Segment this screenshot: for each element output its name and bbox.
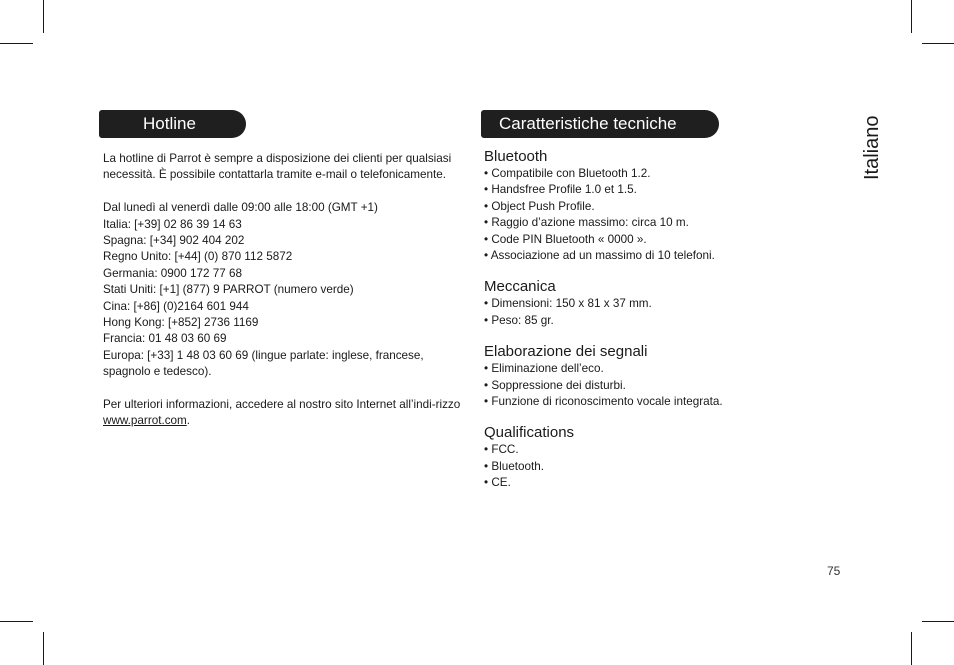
spec-group-title: Bluetooth — [484, 148, 548, 165]
crop-mark — [922, 43, 954, 44]
hotline-number: Italia: [+39] 02 86 39 14 63 — [103, 217, 242, 231]
hotline-number: Cina: [+86] (0)2164 601 944 — [103, 299, 249, 313]
hotline-hours: Dal lunedì al venerdì dalle 09:00 alle 18:00 (GMT +1) — [103, 201, 378, 215]
spec-group-qualifications — [484, 424, 784, 491]
specs-header: Caratteristiche tecniche — [481, 110, 719, 138]
crop-mark — [911, 632, 912, 665]
hotline-body — [103, 151, 463, 430]
spec-item: • Handsfree Profile 1.0 et 1.5. — [484, 183, 637, 197]
specs-list — [484, 148, 784, 506]
spec-item: • Raggio d’azione massimo: circa 10 m. — [484, 216, 689, 230]
spec-item: • Dimensioni: 150 x 81 x 37 mm. — [484, 297, 652, 311]
hotline-number: Francia: 01 48 03 60 69 — [103, 332, 227, 346]
language-side-label: Italiano — [861, 115, 883, 180]
spec-group-title: Meccanica — [484, 278, 556, 296]
hotline-intro: La hotline di Parrot è sempre a disposizione dei clienti per qualsiasi necessità. È possibile contattarla tramite e-mail o telefonicamente. — [103, 152, 452, 182]
website-link[interactable]: www.parrot.com — [103, 414, 187, 428]
more-info-paragraph — [103, 397, 463, 430]
spec-item: • Code PIN Bluetooth « 0000 ». — [484, 232, 647, 246]
spec-item: • Eliminazione dell’eco. — [484, 362, 604, 376]
spec-item: • Funzione di riconoscimento vocale integrata. — [484, 395, 723, 409]
spec-group-title: Elaborazione dei segnali — [484, 343, 648, 361]
spec-item: • Soppressione dei disturbi. — [484, 378, 626, 392]
hotline-number: Regno Unito: [+44] (0) 870 112 5872 — [103, 250, 293, 264]
hotline-number: Spagna: [+34] 902 404 202 — [103, 234, 245, 248]
spec-group-bluetooth — [484, 148, 784, 264]
hotline-number: Europa: [+33] 1 48 03 60 69 (lingue parlate: inglese, francese, spagnolo e tedesco). — [103, 348, 424, 379]
more-info-text: Per ulteriori informazioni, accedere al nostro sito Internet all’indi-rizzo — [103, 398, 461, 412]
hotline-number: Hong Kong: [+852] 2736 1169 — [103, 316, 259, 330]
crop-mark — [0, 621, 33, 622]
hotline-header: Hotline — [99, 110, 246, 138]
hotline-number: Germania: 0900 172 77 68 — [103, 266, 243, 280]
spec-item: • CE. — [484, 476, 511, 490]
crop-mark — [43, 632, 44, 665]
spec-group-title: Qualifications — [484, 424, 575, 442]
crop-mark — [43, 0, 44, 33]
crop-mark — [911, 0, 912, 33]
spec-item: • Bluetooth. — [484, 459, 544, 473]
spec-group-mechanics — [484, 278, 784, 329]
spec-item: • Compatibile con Bluetooth 1.2. — [484, 167, 651, 180]
page-number: 75 — [827, 564, 841, 578]
crop-mark — [922, 621, 954, 622]
spec-item: • Object Push Profile. — [484, 199, 595, 213]
more-info-suffix: . — [186, 414, 191, 428]
spec-group-signal-processing — [484, 343, 784, 410]
spec-item: • Peso: 85 gr. — [484, 313, 554, 327]
hotline-number: Stati Uniti: [+1] (877) 9 PARROT (numero verde) — [103, 283, 354, 297]
spec-item: • Associazione ad un massimo di 10 telefoni. — [484, 249, 715, 263]
spec-item: • FCC. — [484, 443, 519, 457]
crop-mark — [0, 43, 33, 44]
